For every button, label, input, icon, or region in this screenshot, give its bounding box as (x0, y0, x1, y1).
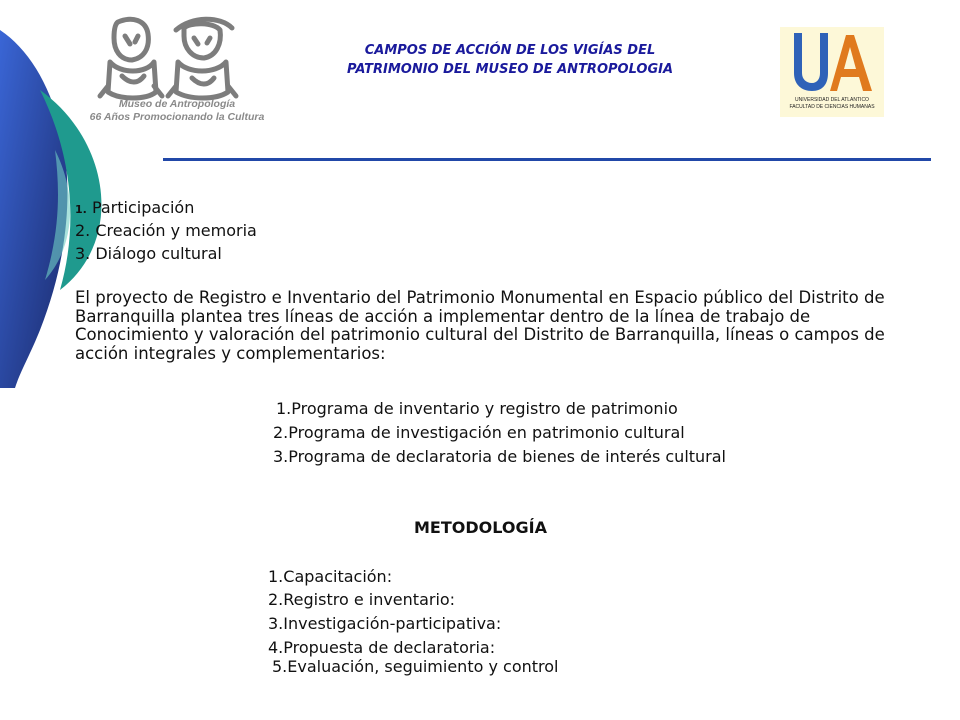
university-logo (780, 27, 884, 117)
methodology-item-1: 1.Capacitación: (268, 567, 393, 586)
header-divider (163, 158, 931, 161)
action-line-2: 2. Creación y memoria (75, 221, 257, 240)
ua-logo-icon (780, 27, 884, 117)
title-line2: PATRIMONIO DEL MUSEO DE ANTROPOLOGIA (346, 62, 674, 77)
logo-caption-line1: Museo de Antropología (118, 98, 236, 110)
methodology-heading: METODOLOGÍA (414, 518, 547, 537)
page-title (280, 41, 740, 79)
logo-text-line2: FACULTAD DE CIENCIAS HUMANAS (789, 104, 875, 110)
methodology-item-5: 5.Evaluación, seguimiento y control (272, 657, 559, 676)
description-paragraph: El proyecto de Registro e Inventario del Patrimonio Monumental en Espacio público del Distrito de Barranquilla plantea tres líneas de acción a implementar dentro de la línea de trabajo de Conocimiento y valoración del patrimonio cultural del Distrito de Barranquilla, líneas o campos de acción integrales y complementarios: (75, 288, 885, 363)
program-3: 3.Programa de declaratoria de bienes de interés cultural (273, 447, 726, 466)
methodology-item-3: 3.Investigación-participativa: (268, 614, 502, 633)
program-2: 2.Programa de investigación en patrimonio cultural (273, 423, 685, 442)
logo-text-line1: UNIVERSIDAD DEL ATLANTICO (795, 97, 869, 103)
action-line-1-number: 1. (75, 203, 87, 216)
logo-caption-line2: 66 Años Promocionando la Cultura (89, 111, 265, 123)
action-line-3: 3. Diálogo cultural (75, 244, 222, 263)
methodology-item-4: 4.Propuesta de declaratoria: (268, 638, 496, 657)
methodology-item-2: 2.Registro e inventario: (268, 590, 456, 609)
action-line-1 (75, 197, 194, 220)
action-line-1-label: Participación (91, 198, 195, 217)
program-1: 1.Programa de inventario y registro de patrimonio (276, 399, 678, 418)
title-line1: CAMPOS DE ACCIÓN DE LOS VIGÍAS DEL (364, 43, 656, 58)
